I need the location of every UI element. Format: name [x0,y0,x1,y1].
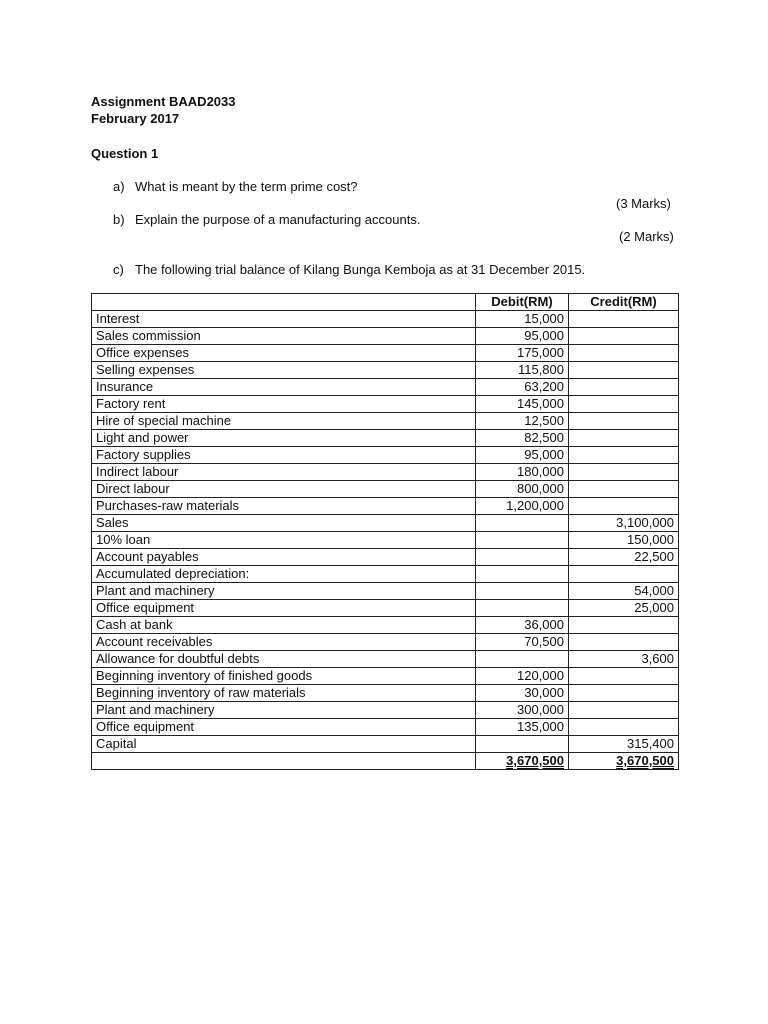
account-name: Office equipment [92,719,476,736]
account-name: Selling expenses [92,362,476,379]
debit-value [476,600,569,617]
account-name: Capital [92,736,476,753]
total-debit-value: 3,670,500 [506,753,564,768]
question-text: What is meant by the term prime cost? [135,179,358,194]
debit-value [476,566,569,583]
credit-value [569,617,679,634]
credit-value [569,447,679,464]
debit-value: 175,000 [476,345,569,362]
credit-value: 54,000 [569,583,679,600]
table-row [92,736,679,753]
debit-value: 145,000 [476,396,569,413]
credit-value [569,311,679,328]
debit-value: 12,500 [476,413,569,430]
total-credit-value: 3,670,500 [616,753,674,768]
table-row [92,464,679,481]
table-row [92,685,679,702]
credit-value [569,481,679,498]
table-row [92,379,679,396]
credit-value [569,702,679,719]
credit-value [569,345,679,362]
table-total-row [92,753,679,770]
account-name: Factory supplies [92,447,476,464]
debit-value: 82,500 [476,430,569,447]
account-name: Beginning inventory of raw materials [92,685,476,702]
debit-value [476,583,569,600]
question-label: c) [113,262,124,277]
credit-value [569,719,679,736]
credit-value [569,668,679,685]
question-b [113,212,420,227]
total-credit [569,753,679,770]
table-row [92,549,679,566]
credit-value [569,685,679,702]
account-name: Purchases-raw materials [92,498,476,515]
debit-value: 300,000 [476,702,569,719]
account-name: Plant and machinery [92,583,476,600]
debit-value: 36,000 [476,617,569,634]
account-name: Hire of special machine [92,413,476,430]
debit-value [476,549,569,566]
credit-value [569,396,679,413]
debit-value [476,651,569,668]
document-header [91,93,236,127]
table-row [92,515,679,532]
credit-value [569,413,679,430]
question-text: Explain the purpose of a manufacturing accounts. [135,212,421,227]
credit-value: 25,000 [569,600,679,617]
debit-value: 30,000 [476,685,569,702]
table-row [92,328,679,345]
table-row [92,702,679,719]
debit-value [476,532,569,549]
table-header-row [92,294,679,311]
account-name: Allowance for doubtful debts [92,651,476,668]
total-debit [476,753,569,770]
question-a-marks: (3 Marks) [616,196,671,211]
debit-value: 1,200,000 [476,498,569,515]
credit-value [569,328,679,345]
account-name: Beginning inventory of finished goods [92,668,476,685]
table-row [92,532,679,549]
debit-value: 120,000 [476,668,569,685]
debit-value: 95,000 [476,447,569,464]
header-credit: Credit(RM) [569,294,679,311]
credit-value [569,430,679,447]
account-name: Light and power [92,430,476,447]
credit-value [569,566,679,583]
account-name: Insurance [92,379,476,396]
account-name: Office expenses [92,345,476,362]
table-row [92,651,679,668]
table-row [92,430,679,447]
debit-value: 135,000 [476,719,569,736]
question-b-marks: (2 Marks) [619,229,674,244]
assignment-date: February 2017 [91,111,180,126]
table-row [92,617,679,634]
account-name: Plant and machinery [92,702,476,719]
debit-value: 15,000 [476,311,569,328]
table-row [92,583,679,600]
account-name: Sales [92,515,476,532]
table-row [92,634,679,651]
credit-value [569,379,679,396]
table-row [92,498,679,515]
credit-value: 3,600 [569,651,679,668]
account-name: 10% loan [92,532,476,549]
question-text: The following trial balance of Kilang Bunga Kemboja as at 31 December 2015. [135,262,586,277]
header-debit: Debit(RM) [476,294,569,311]
account-name: Sales commission [92,328,476,345]
debit-value: 63,200 [476,379,569,396]
question-label: b) [113,212,125,227]
credit-value [569,498,679,515]
total-label [92,753,476,770]
debit-value: 70,500 [476,634,569,651]
account-name: Accumulated depreciation: [92,566,476,583]
table-row [92,311,679,328]
credit-value: 22,500 [569,549,679,566]
credit-value: 315,400 [569,736,679,753]
credit-value: 3,100,000 [569,515,679,532]
account-name: Direct labour [92,481,476,498]
table-row [92,668,679,685]
debit-value: 180,000 [476,464,569,481]
account-name: Factory rent [92,396,476,413]
table-row [92,719,679,736]
account-name: Account receivables [92,634,476,651]
question-title: Question 1 [91,146,159,161]
table-row [92,396,679,413]
debit-value [476,515,569,532]
account-name: Interest [92,311,476,328]
table-row [92,413,679,430]
table-row [92,566,679,583]
credit-value [569,464,679,481]
question-a [113,179,358,194]
debit-value: 95,000 [476,328,569,345]
credit-value [569,362,679,379]
account-name: Cash at bank [92,617,476,634]
credit-value [569,634,679,651]
account-name: Indirect labour [92,464,476,481]
table-row [92,362,679,379]
account-name: Account payables [92,549,476,566]
debit-value [476,736,569,753]
table-row [92,447,679,464]
trial-balance-table [91,293,679,770]
question-c [113,262,585,277]
table-row [92,481,679,498]
debit-value: 115,800 [476,362,569,379]
header-account [92,294,476,311]
debit-value: 800,000 [476,481,569,498]
account-name: Office equipment [92,600,476,617]
credit-value: 150,000 [569,532,679,549]
table-row [92,600,679,617]
table-row [92,345,679,362]
question-label: a) [113,179,125,194]
assignment-code: Assignment BAAD2033 [91,94,236,109]
